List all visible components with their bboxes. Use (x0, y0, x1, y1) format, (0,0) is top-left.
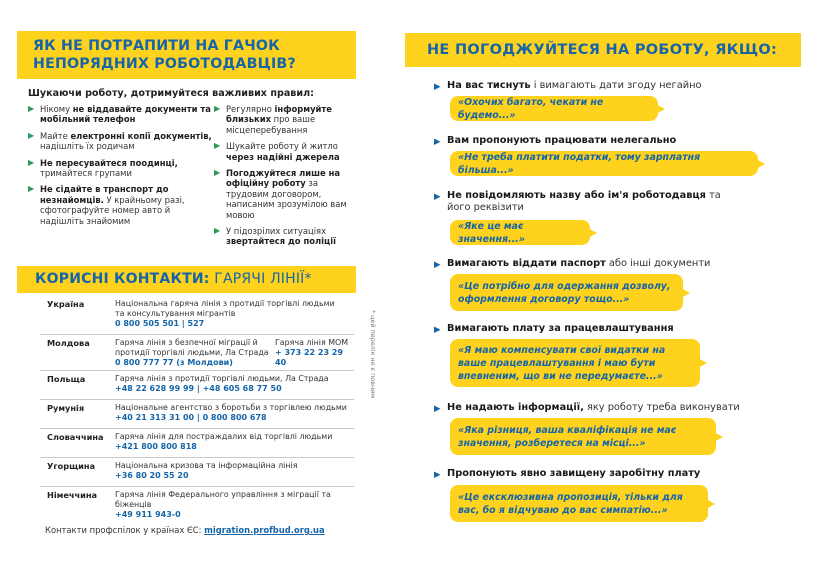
tip-item: ▶ Регулярно інформуйте близьких про ваше місцеперебування (214, 104, 332, 135)
contacts-title-bold: КОРИСНІ КОНТАКТИ: (35, 271, 210, 287)
contact-description: Гаряча лінія з безпечної міграції й протидії торгівлі людьми, Ла Страда (115, 338, 269, 357)
side-note-text: * цей перелік не є повним (369, 309, 377, 399)
table-row (40, 296, 354, 335)
contacts-title-banner (17, 266, 356, 293)
warning-item: ▶ Пропонують явно завищену заробітну плату (434, 468, 701, 480)
contact-country: Угорщина (47, 461, 96, 471)
warning-item: ▶ Вимагають віддати паспорт або інші документи (434, 258, 711, 270)
side-note (368, 300, 378, 410)
table-row (40, 400, 354, 429)
contact-number[interactable]: 0 800 777 77 (з Молдови) (115, 358, 233, 367)
contact-number[interactable]: +48 22 628 99 99 | +48 605 68 77 50 (115, 384, 282, 393)
arrow-icon: ▶ (28, 130, 35, 140)
table-row (40, 429, 354, 458)
contact-country: Польща (47, 374, 86, 384)
contact-country: Молдова (47, 338, 90, 348)
tip-item: ▶ Нікому не віддавайте документи та мобільний телефон (28, 104, 211, 125)
quote-bubble: «Не треба платити податки, тому зарплатня більша...» (450, 151, 758, 176)
contact-country: Німеччина (47, 490, 98, 500)
tip-item: ▶ Шукайте роботу й житло через надійні джерела (214, 141, 340, 162)
arrow-icon: ▶ (434, 192, 441, 202)
contact-extra-number[interactable]: + 373 22 23 29 40 (275, 348, 343, 367)
tip-item: ▶ У підозрілих ситуаціях звертайтеся до поліції (214, 226, 336, 247)
footer-text: Контакти профспілок у країнах ЄС: (45, 525, 205, 535)
tips-column-1 (28, 104, 212, 232)
arrow-icon: ▶ (214, 104, 221, 113)
footer (45, 525, 325, 535)
left-title: ЯК НЕ ПОТРАПИТИ НА ГАЧОК НЕПОРЯДНИХ РОБОТОДАВЦІВ? (33, 38, 296, 72)
contact-description: Національна гаряча лінія з протидії торгівлі людьми та консультування мігрантів (115, 299, 335, 318)
arrow-icon: ▶ (434, 404, 441, 414)
quote-bubble: «Я маю компенсувати свої видатки на ваше працевлаштування і маю бути впевненим, що ви не передумаєте...» (450, 339, 700, 387)
contact-country: Словаччина (47, 432, 104, 442)
warning-item: ▶ Не повідомляють назву або ім'я роботодавця та його реквізити (434, 190, 721, 213)
arrow-icon: ▶ (434, 325, 441, 335)
arrow-icon: ▶ (434, 82, 441, 92)
tip-item: ▶ Не сідайте в транспорт до незнайомців. У крайньому разі, сфотографуйте номер авто й надішліть знайомим (28, 184, 185, 226)
warning-item: ▶ На вас тиснуть і вимагають дати згоду негайно (434, 80, 702, 92)
arrow-icon: ▶ (214, 141, 221, 151)
warning-item: ▶ Вам пропонують працювати нелегально (434, 135, 677, 147)
tip-item: ▶ Майте електронні копії документів, надішліть їх родичам (28, 130, 212, 152)
contact-country: Україна (47, 299, 85, 309)
contacts-title-thin: ГАРЯЧІ ЛІНІЇ* (209, 271, 312, 287)
contact-number[interactable]: +49 911 943-0 (115, 510, 181, 519)
arrow-icon: ▶ (28, 104, 35, 113)
table-row (40, 487, 354, 519)
table-row (40, 335, 354, 371)
contact-number[interactable]: +36 80 20 55 20 (115, 471, 189, 480)
warning-item: ▶ Вимагають плату за працевлаштування (434, 323, 674, 335)
quote-bubble: «Яке це має значення...» (450, 220, 590, 245)
contact-description: Гаряча лінія для постраждалих від торгівлі людьми (115, 432, 333, 441)
arrow-icon: ▶ (434, 470, 441, 480)
contact-description: Національне агентство з боротьби з торгівлею людьми (115, 403, 347, 412)
tips-intro: Шукаючи роботу, дотримуйтеся важливих правил: (28, 88, 314, 99)
arrow-icon: ▶ (28, 184, 35, 194)
quote-bubble: «Яка різниця, ваша кваліфікація не має значення, розберетеся на місці...» (450, 418, 716, 455)
tip-item: ▶ Погоджуйтеся лише на офіційну роботу за трудовим договором, написаним зрозумілою вам мовою (214, 168, 347, 220)
contact-number[interactable]: +40 21 313 31 00 | 0 800 800 678 (115, 413, 267, 422)
tips-column-2 (214, 104, 356, 253)
arrow-icon: ▶ (28, 157, 35, 167)
contact-description: Гаряча лінія Федерального управління з міграції та біженців (115, 490, 331, 509)
table-row (40, 371, 354, 400)
quote-bubble: «Це ексклюзивна пропозиція, тільки для вас, бо я відчуваю до вас симпатію...» (450, 485, 708, 522)
tip-item: ▶ Не пересувайтеся поодинці, тримайтеся групами (28, 157, 178, 179)
contact-description: Національна кризова та інформаційна лінія (115, 461, 298, 470)
left-title-banner (17, 31, 356, 79)
footer-link[interactable]: migration.profbud.org.ua (204, 525, 325, 535)
contact-description: Гаряча лінія з протидії торгівлі людьми, Ла Страда (115, 374, 329, 383)
table-row (40, 458, 354, 487)
warning-item: ▶ Не надають інформації, яку роботу треба виконувати (434, 402, 740, 414)
right-title-banner (405, 33, 801, 67)
contact-number[interactable]: +421 800 800 818 (115, 442, 197, 451)
arrow-icon: ▶ (434, 260, 441, 270)
right-title: НЕ ПОГОДЖУЙТЕСЯ НА РОБОТУ, ЯКЩО: (427, 42, 778, 58)
arrow-icon: ▶ (214, 226, 221, 236)
contact-extra-description: Гаряча лінія МОМ (275, 338, 349, 347)
contact-country: Румунія (47, 403, 85, 413)
quote-bubble: «Охочих багато, чекати не будемо...» (450, 96, 658, 121)
quote-bubble: «Це потрібно для одержання дозволу, оформлення договору тощо...» (450, 274, 683, 311)
contact-number[interactable]: 0 800 505 501 | 527 (115, 319, 205, 328)
arrow-icon: ▶ (214, 168, 221, 178)
arrow-icon: ▶ (434, 137, 441, 147)
